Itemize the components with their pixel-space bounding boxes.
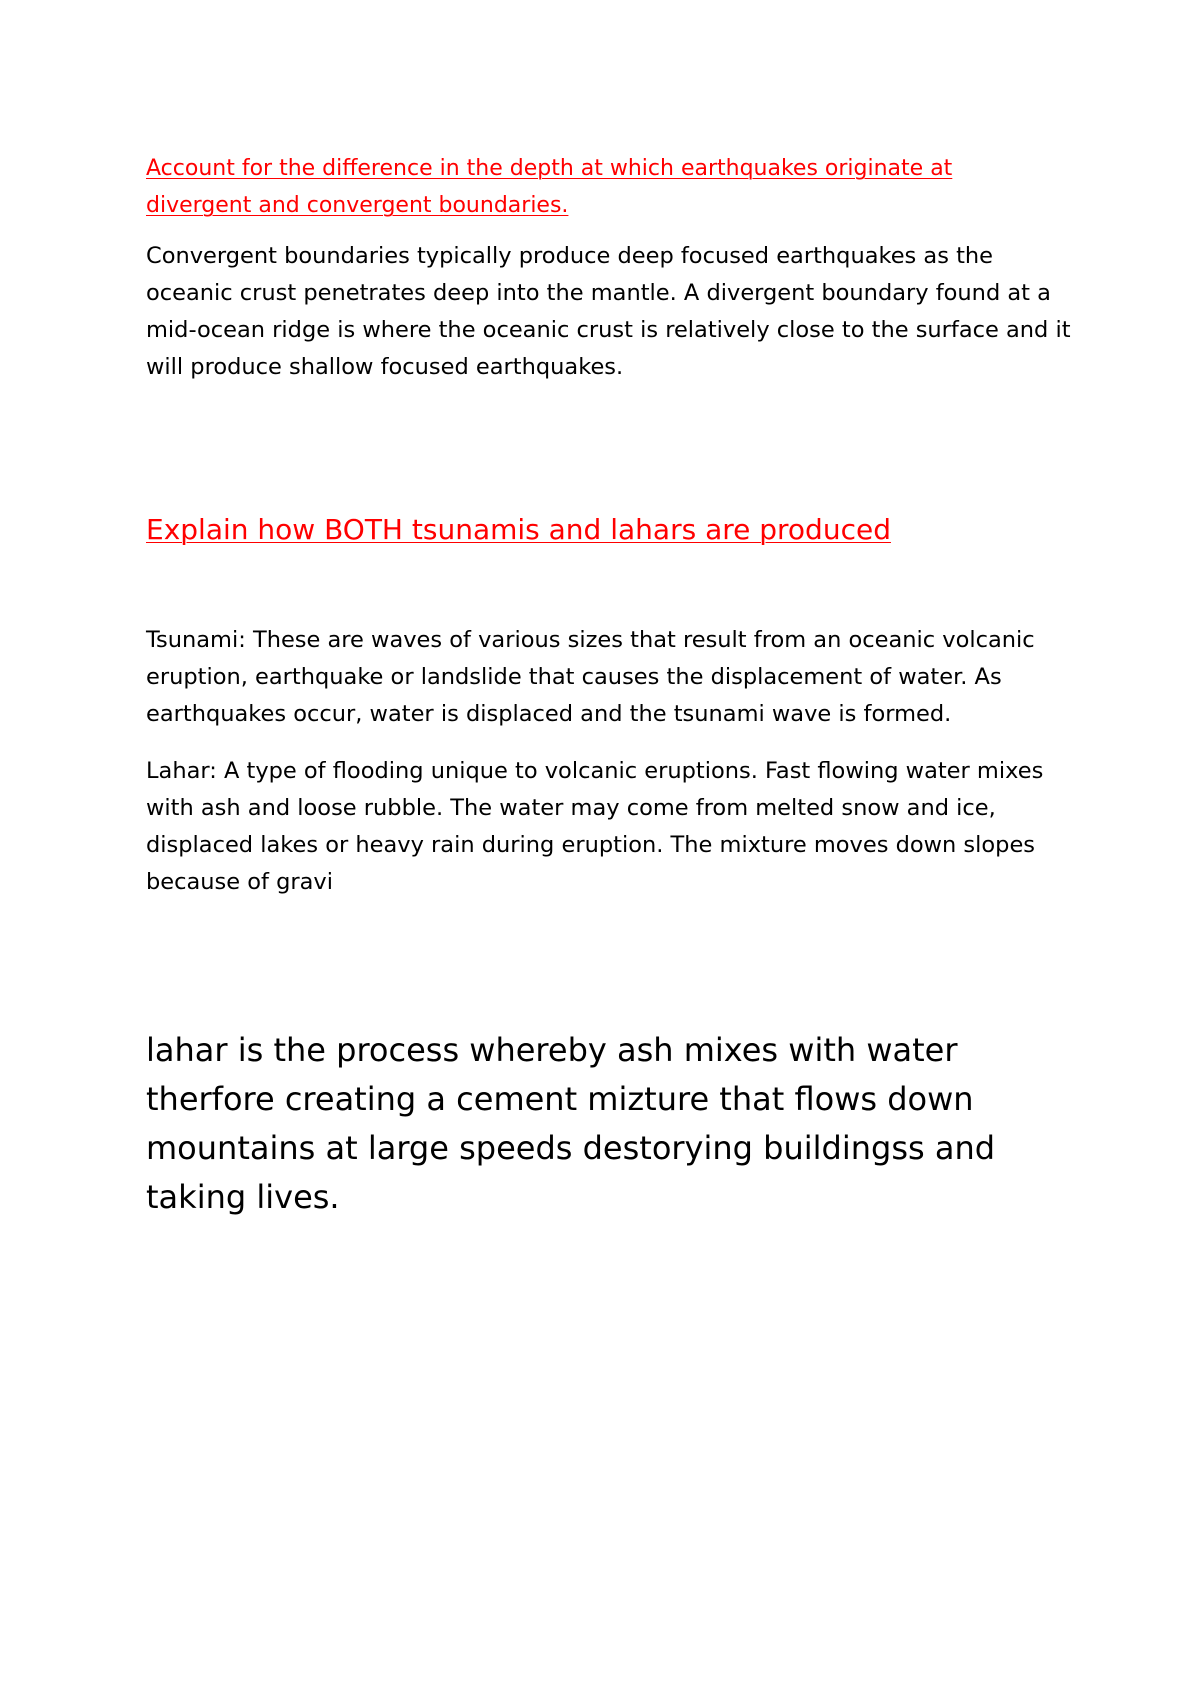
answer-paragraph-lahar-large: lahar is the process whereby ash mixes with water therfore creating a cement mizture that flows down mountains at large speeds destorying buildingss and taking lives. [146, 1031, 996, 1216]
question-heading-tsunamis-lahars: Explain how BOTH tsunamis and lahars are produced [146, 513, 891, 546]
answer-paragraph-lahar: Lahar: A type of flooding unique to volcanic eruptions. Fast flowing water mixes with ash and loose rubble. The water may come from melted snow and ice, displaced lakes or heavy rain during eruption. The mixture moves down slopes because of gravi [146, 758, 1044, 895]
answer-paragraph-earthquake-depth: Convergent boundaries typically produce deep focused earthquakes as the oceanic crust penetrates deep into the mantle. A divergent boundary found at a mid-ocean ridge is where the oceanic crust is relatively close to the surface and it will produce shallow focused earthquakes. [146, 243, 1071, 380]
answer-paragraph-tsunami: Tsunami: These are waves of various sizes that result from an oceanic volcanic eruption, earthquake or landslide that causes the displacement of water. As earthquakes occur, water is displaced and the tsunami wave is formed. [146, 627, 1035, 727]
question-heading-earthquake-depth: Account for the difference in the depth at which earthquakes originate at divergent and convergent boundaries. [146, 156, 953, 218]
